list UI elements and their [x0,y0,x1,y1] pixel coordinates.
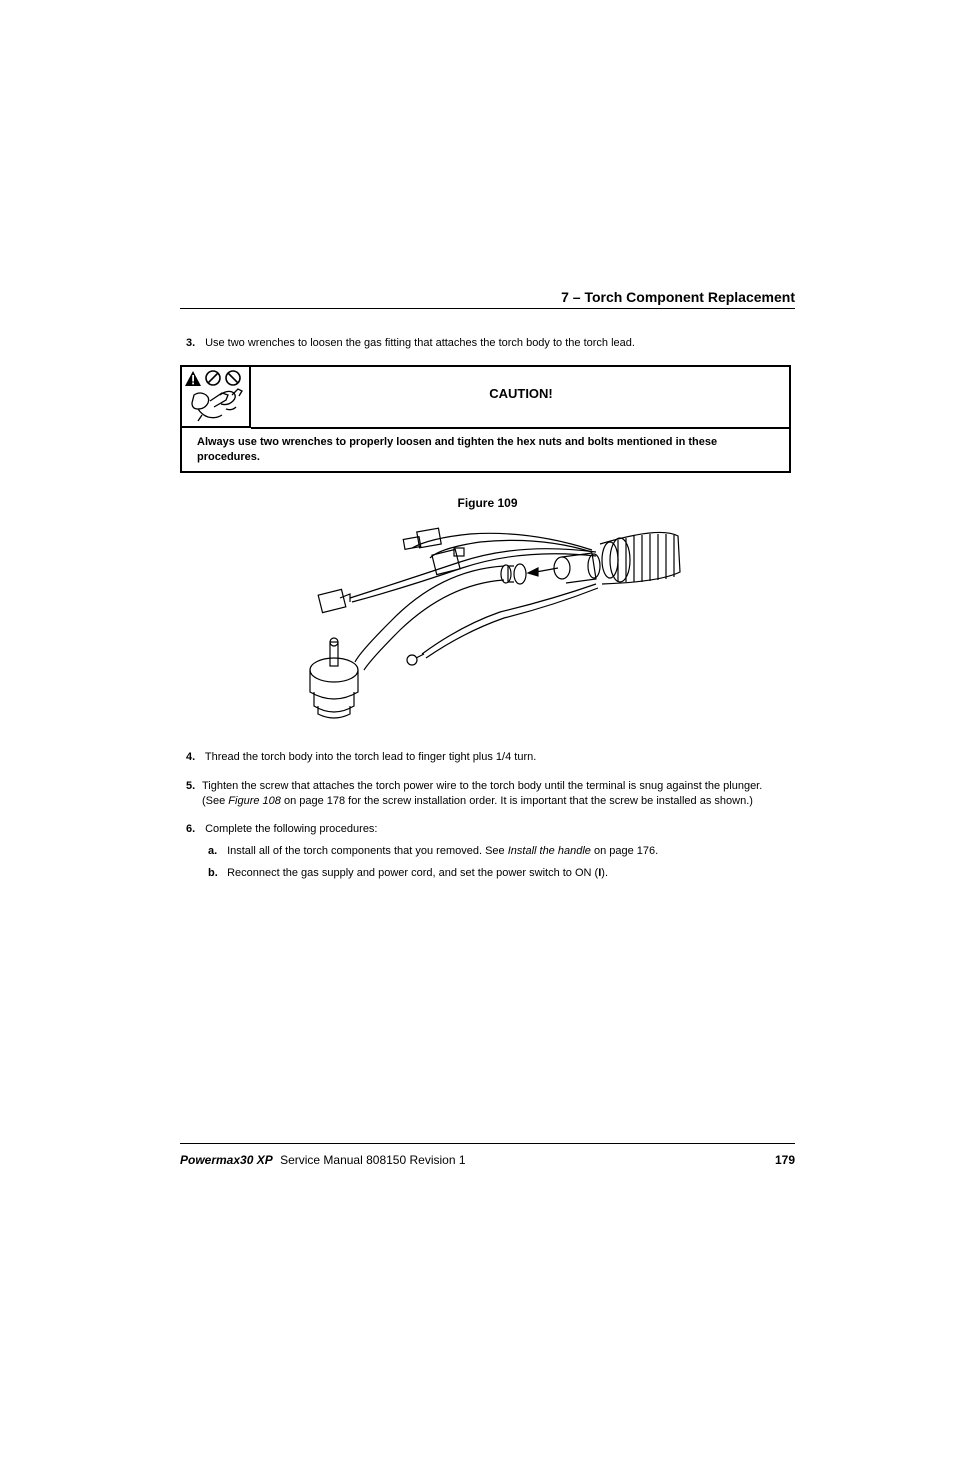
figure-reference: Figure 108 [228,795,281,807]
step-6 [186,822,796,837]
footer-rule [180,1143,795,1144]
step-6a: a. Install all of the torch components that you removed. See Install the handle on page 176. [208,845,659,857]
no-circle-icon [206,371,220,385]
body-connector [501,564,526,584]
caution-divider [251,427,791,429]
torch-lead-hose [600,532,680,584]
no-circle-icon [226,371,240,385]
substep-letter: a. [208,845,218,857]
section-reference: Install the handle [507,845,591,857]
torch-assembly-illustration [300,522,685,727]
micro-switch [403,528,464,574]
substep-letter: b. [208,867,218,879]
step-text: Thread the torch body into the torch lead to finger tight plus 1/4 turn. [204,751,537,763]
step-text-line1: Tighten the screw that attaches the torch power wire to the torch body until the terminal is snug against the plunger. [202,780,763,792]
step-number: 5. [186,780,196,792]
manual-info: Service Manual 808150 Revision 1 [280,1153,466,1167]
step-number: 6. [186,823,196,835]
section-header: 7 – Torch Component Replacement [561,289,795,305]
step-4 [186,750,796,765]
switch-on-symbol: I [598,867,602,879]
product-name: Powermax30 XP [180,1153,273,1167]
step-6b: b. Reconnect the gas supply and power cord, and set the power switch to ON (I). [208,867,609,879]
gas-fitting [554,553,600,583]
step-number: 3. [186,337,196,349]
footer-doc-info [180,1153,466,1167]
caution-icon-cell [180,365,251,428]
step-text-line2: (See Figure 108 on page 178 for the screw installation order. It is important that the screw be installed as shown.) [202,795,753,807]
step-number: 4. [186,751,196,763]
header-rule [180,308,795,309]
torch-head [310,638,358,718]
page-number: 179 [774,1153,795,1167]
step-5 [186,779,798,809]
step-3 [186,336,796,351]
step-text: Complete the following procedures: [205,823,378,835]
warning-triangle-icon [185,371,201,386]
figure-label: Figure 109 [457,496,518,510]
caution-title: CAUTION! [489,386,553,401]
caution-text: Always use two wrenches to properly loosen and tighten the hex nuts and bolts mentioned in these procedures. [197,436,718,463]
step-text: Use two wrenches to loosen the gas fitting that attaches the torch body to the torch lead. [205,337,635,349]
wrench-hands-icon [180,365,247,425]
safety-switch [318,589,350,612]
